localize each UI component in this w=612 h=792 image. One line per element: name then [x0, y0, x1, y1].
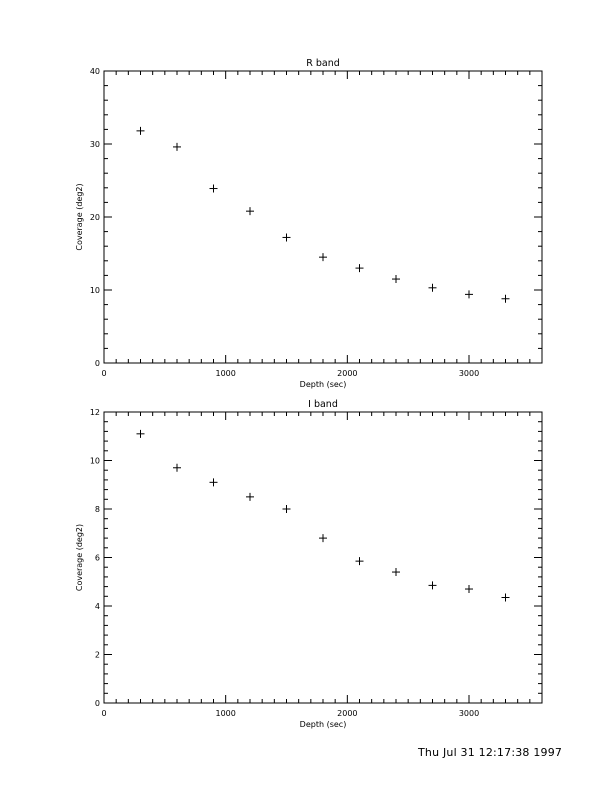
i-band-y-tick-label: 0 — [94, 699, 100, 708]
i-band-x-axis-label: Depth (sec) — [299, 720, 347, 729]
i-band-x-tick-label: 1000 — [215, 709, 236, 718]
i-band-x-tick-label: 2000 — [337, 709, 358, 718]
i-band-y-tick-label: 6 — [94, 553, 100, 563]
r-band-y-tick-label: 40 — [89, 67, 100, 76]
r-band-y-axis-label: Coverage (deg2) — [75, 183, 84, 251]
r-band-y-tick-label: 0 — [94, 359, 100, 368]
i-band-y-tick-label: 8 — [94, 505, 100, 514]
r-band-data-point — [283, 233, 291, 241]
i-band-data-point — [465, 585, 473, 593]
i-band-data-point — [392, 568, 400, 576]
r-band-y-tick-label: 20 — [89, 213, 100, 222]
i-band-data-point — [429, 581, 437, 589]
r-band-panel — [75, 58, 542, 389]
i-band-data-point — [356, 557, 364, 565]
r-band-y-tick-label: 10 — [89, 286, 100, 295]
r-band-data-point — [502, 295, 510, 303]
r-band-x-axis-label: Depth (sec) — [299, 380, 347, 389]
timestamp: Thu Jul 31 12:17:38 1997 — [418, 746, 563, 759]
r-band-data-point — [465, 290, 473, 298]
i-band-panel — [75, 399, 542, 729]
i-band-plot-frame — [104, 412, 542, 703]
r-band-data-point — [356, 264, 364, 272]
r-band-data-point — [429, 284, 437, 292]
r-band-data-point — [319, 253, 327, 261]
i-band-chart-title: I band — [308, 399, 338, 410]
r-band-x-tick-label: 0 — [101, 369, 107, 378]
r-band-x-tick-label: 3000 — [458, 369, 480, 378]
i-band-y-tick-label: 4 — [94, 602, 100, 611]
i-band-data-point — [283, 505, 291, 513]
r-band-plot-frame — [104, 71, 542, 363]
i-band-data-point — [137, 430, 145, 438]
r-band-data-point — [392, 275, 400, 283]
r-band-x-tick-label: 1000 — [215, 369, 236, 378]
r-band-data-point — [173, 143, 181, 151]
i-band-y-tick-label: 2 — [94, 650, 100, 660]
i-band-y-tick-label: 12 — [89, 408, 100, 417]
r-band-data-point — [210, 185, 218, 193]
r-band-chart-title: R band — [306, 58, 340, 69]
i-band-y-axis-label: Coverage (deg2) — [75, 523, 84, 592]
i-band-data-point — [210, 478, 218, 486]
i-band-data-point — [173, 464, 181, 472]
r-band-data-point — [246, 207, 254, 215]
i-band-x-tick-label: 3000 — [458, 709, 480, 718]
i-band-data-point — [319, 534, 327, 542]
r-band-y-tick-label: 30 — [89, 140, 100, 149]
r-band-data-point — [137, 127, 145, 135]
i-band-data-point — [502, 594, 510, 602]
i-band-data-point — [246, 493, 254, 501]
i-band-y-tick-label: 10 — [89, 456, 100, 466]
i-band-x-tick-label: 0 — [101, 709, 107, 718]
r-band-x-tick-label: 2000 — [337, 369, 358, 378]
